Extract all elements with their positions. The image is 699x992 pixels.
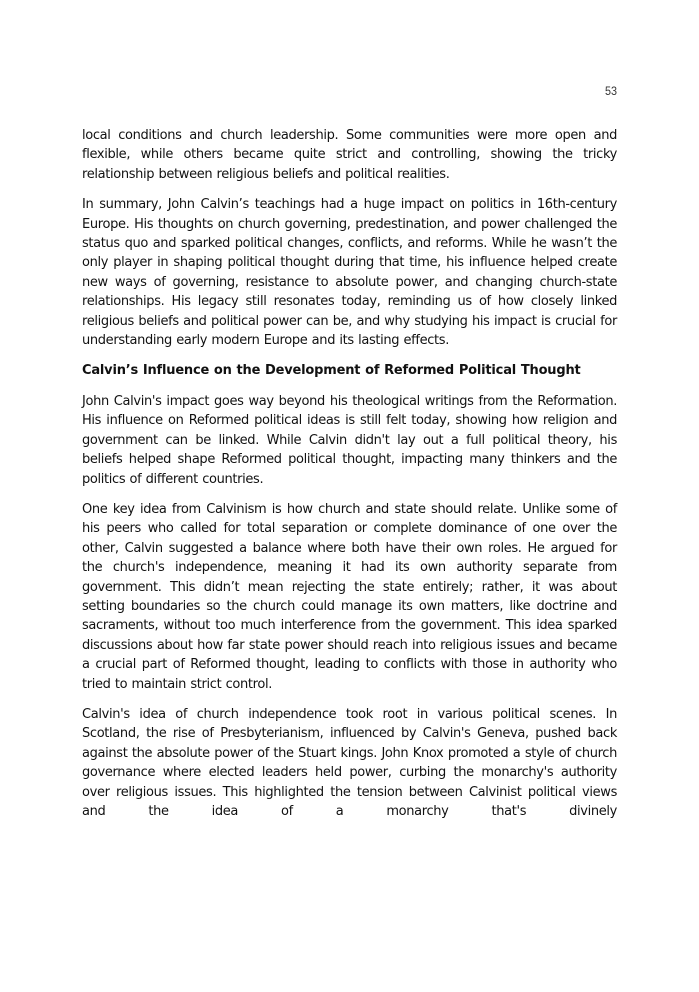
paragraph: Calvin's idea of church independence took root in various political scenes. In Scotland, the rise of Presbyterianism, influenced by Calvin's Geneva, pushed back against the absolute power of the Stuart kings. John Knox promoted a style of church governance where elected leaders held power, curbing the monarchy's authority over religious issues. This highlighted the tension between Calvinist political views and the idea of a monarchy that's divinely (82, 706, 617, 819)
page-number: 53 (604, 84, 617, 98)
page-body (82, 126, 617, 832)
section-heading: Calvin’s Influence on the Development of Reformed Political Thought (82, 363, 581, 379)
paragraph: One key idea from Calvinism is how church and state should relate. Unlike some of his peers who called for total separation or complete dominance of one over the other, Calvin suggested a balance where both have their own roles. He argued for the church's independence, meaning it had its own authority separate from government. This didn’t mean rejecting the state entirely; rather, it was about setting boundaries so the church could manage its own matters, like doctrine and sacraments, without too much interference from the government. This idea sparked discussions about how far state power should reach into religious issues and became a crucial part of Reformed thought, leading to conflicts with those in authority who tried to maintain strict control. (82, 501, 617, 692)
paragraph: In summary, John Calvin’s teachings had a huge impact on politics in 16th-century Europe. His thoughts on church governing, predestination, and power challenged the status quo and sparked political changes, conflicts, and reforms. While he wasn’t the only player in shaping political thought during that time, his influence helped create new ways of governing, resistance to absolute power, and changing church-state relationships. His legacy still resonates today, reminding us of how closely linked religious beliefs and political power can be, and why studying his impact is crucial for understanding early modern Europe and its lasting effects. (82, 197, 617, 349)
paragraph: John Calvin's impact goes way beyond his theological writings from the Reformation. His influence on Reformed political ideas is still felt today, showing how religion and government can be linked. While Calvin didn't lay out a full political theory, his beliefs helped shape Reformed political thought, impacting many thinkers and the politics of different countries. (82, 393, 617, 487)
paragraph: local conditions and church leadership. Some communities were more open and flexible, while others became quite strict and controlling, showing the tricky relationship between religious beliefs and political realities. (82, 128, 617, 182)
